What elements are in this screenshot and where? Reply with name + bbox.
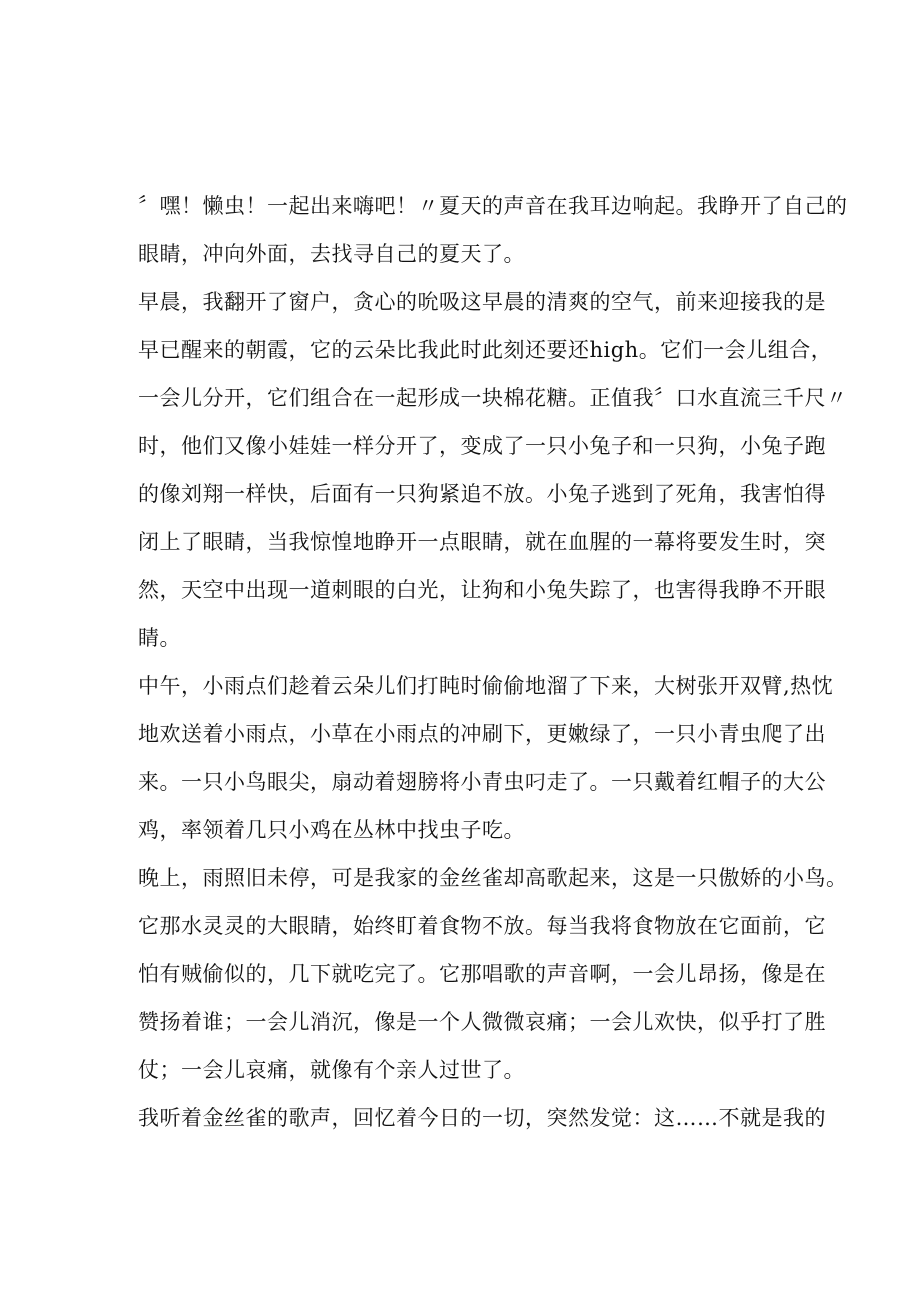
text-line: 地欢送着小雨点，小草在小雨点的冲刷下，更嫩绿了，一只小青虫爬了出: [138, 722, 826, 746]
text-line: 仗；一会儿哀痛，就像有个亲人过世了。: [138, 1058, 525, 1082]
text-line: 时，他们又像小娃娃一样分开了，变成了一只小兔子和一只狗，小兔子跑: [138, 434, 826, 458]
text-line: 的像刘翔一样快，后面有一只狗紧追不放。小兔子逃到了死角，我害怕得: [138, 482, 826, 506]
text-line: 然，天空中出现一道刺眼的白光，让狗和小兔失踪了，也害得我睁不开眼: [138, 578, 826, 602]
text-line: 晚上，雨照旧未停，可是我家的金丝雀却高歌起来，这是一只傲娇的小鸟。: [138, 866, 848, 890]
text-line: 闭上了眼睛，当我惊惶地睁开一点眼睛，就在血腥的一幕将要发生时，突: [138, 530, 826, 554]
text-line: 来。一只小鸟眼尖，扇动着翅膀将小青虫叼走了。一只戴着红帽子的大公: [138, 770, 826, 794]
text-line: 眼睛，冲向外面，去找寻自己的夏天了。: [138, 242, 525, 266]
text-line: 早已醒来的朝霞，它的云朵比我此时此刻还要还high。它们一会儿组合，: [138, 338, 833, 362]
text-line: 一会儿分开，它们组合在一起形成一块棉花糖。正值我〞口水直流三千尺〃: [138, 386, 848, 410]
text-line: 怕有贼偷似的，几下就吃完了。它那唱歌的声音啊，一会儿昂扬，像是在: [138, 962, 826, 986]
text-line: 〞嘿！懒虫！一起出来嗨吧！〃夏天的声音在我耳边响起。我睁开了自己的: [138, 194, 848, 218]
text-line: 我听着金丝雀的歌声，回忆着今日的一切，突然发觉：这……不就是我的: [138, 1106, 826, 1130]
text-line: 它那水灵灵的大眼睛，始终盯着食物不放。每当我将食物放在它面前，它: [138, 914, 826, 938]
text-line: 赞扬着谁；一会儿消沉，像是一个人微微哀痛；一会儿欢快，似乎打了胜: [138, 1010, 826, 1034]
text-line: 中午，小雨点们趁着云朵儿们打盹时偷偷地溜了下来，大树张开双臂,热忱: [138, 674, 834, 698]
text-line: 早晨，我翻开了窗户，贪心的吮吸这早晨的清爽的空气，前来迎接我的是: [138, 290, 826, 314]
text-line: 鸡，率领着几只小鸡在丛林中找虫子吃。: [138, 818, 525, 842]
text-line: 睛。: [138, 626, 181, 650]
